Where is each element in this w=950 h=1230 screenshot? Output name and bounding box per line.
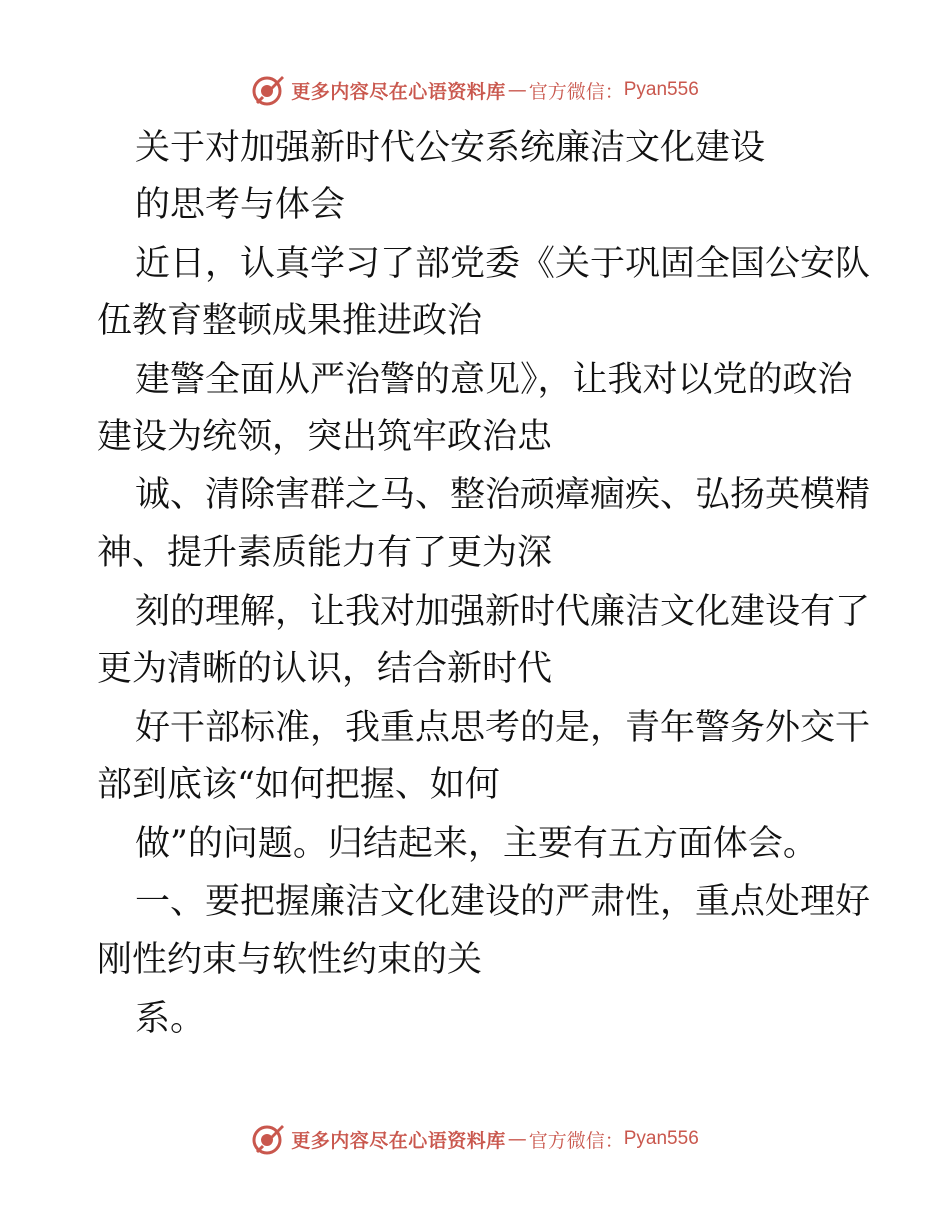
text-line: 建警全面从严治警的意见》，让我对以党的政治 xyxy=(135,360,853,400)
text-line: 做”的问题。归结起来，主要有五方面体会。 xyxy=(135,824,818,864)
text-line: 诚、清除害群之马、整治顽瘴痼疾、弘扬英模精 xyxy=(135,475,871,515)
footer-watermark xyxy=(0,1122,950,1156)
pen-logo-icon xyxy=(251,1122,285,1156)
document-title-line-2 xyxy=(0,182,950,228)
watermark-wechat-label: 官方微信： xyxy=(528,80,624,103)
paragraph-line xyxy=(0,414,950,460)
watermark-site-text: 更多内容尽在心语资料库 xyxy=(291,80,506,103)
paragraph-line xyxy=(0,762,950,808)
text-line: 建设为统领，突出筑牢政治忠 xyxy=(97,417,553,457)
text-line: 更为清晰的认识，结合新时代 xyxy=(97,649,553,689)
paragraph-line xyxy=(0,298,950,344)
paragraph-line xyxy=(0,357,950,403)
text-line: 伍教育整顿成果推进政治 xyxy=(97,301,483,341)
paragraph-line xyxy=(0,589,950,635)
watermark-wechat-label: 官方微信： xyxy=(528,1129,624,1152)
watermark-dash: — xyxy=(507,79,527,101)
text-line: 刻的理解，让我对加强新时代廉洁文化建设有了 xyxy=(135,592,871,632)
watermark-dash: — xyxy=(507,1128,527,1150)
text-line: 部到底该“如何把握、如何 xyxy=(97,765,500,805)
paragraph-line xyxy=(0,530,950,576)
pen-logo-icon xyxy=(251,73,285,107)
text-line: 关于对加强新时代公安系统廉洁文化建设 xyxy=(135,128,766,168)
text-line: 系。 xyxy=(135,999,206,1039)
watermark-wechat-id: Pyan556 xyxy=(623,1128,699,1149)
paragraph-line xyxy=(0,646,950,692)
paragraph-line xyxy=(0,705,950,751)
paragraph-line xyxy=(0,821,950,867)
watermark-wechat-id: Pyan556 xyxy=(623,79,699,100)
text-line: 刚性约束与软性约束的关 xyxy=(97,940,483,980)
text-line: 神、提升素质能力有了更为深 xyxy=(97,533,553,573)
header-watermark xyxy=(0,73,950,107)
section-heading-line xyxy=(0,996,950,1042)
paragraph-line xyxy=(0,241,950,287)
document-title-line-1 xyxy=(0,125,950,171)
paragraph-line xyxy=(0,472,950,518)
text-line: 一、要把握廉洁文化建设的严肃性，重点处理好 xyxy=(135,882,871,922)
text-line: 近日，认真学习了部党委《关于巩固全国公安队 xyxy=(135,244,871,284)
section-heading-line xyxy=(0,937,950,983)
text-line: 的思考与体会 xyxy=(135,185,346,225)
section-heading-line xyxy=(0,879,950,925)
watermark-site-text: 更多内容尽在心语资料库 xyxy=(291,1129,506,1152)
text-line: 好干部标准，我重点思考的是，青年警务外交干 xyxy=(135,708,871,748)
